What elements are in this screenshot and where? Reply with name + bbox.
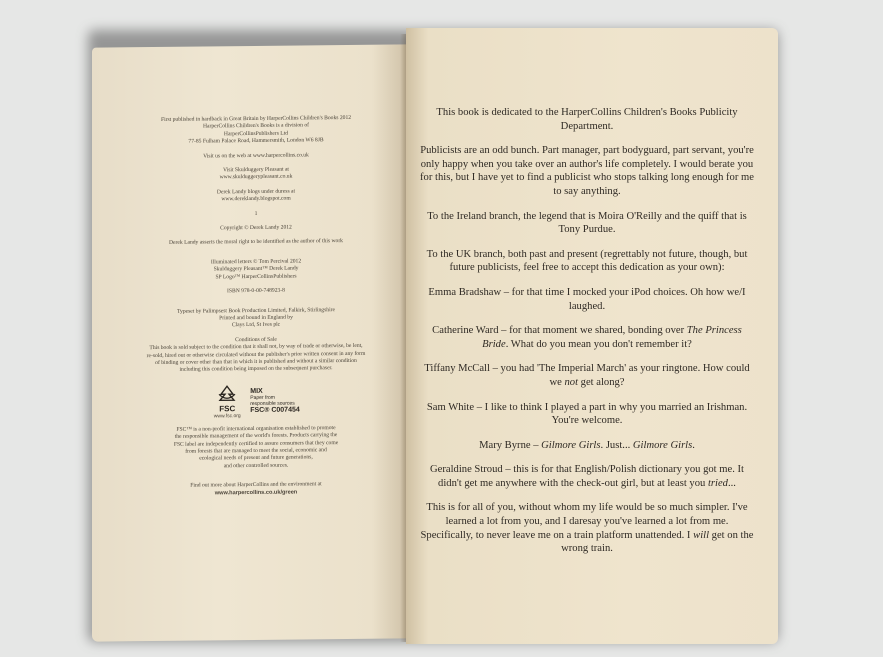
copyright-line: Derek Landy blogs under duress at (216, 188, 296, 196)
copyright-line: www.skulduggerypleasant.co.uk (219, 174, 293, 181)
copyright-line: Clays Ltd, St Ives plc (231, 322, 281, 329)
copyright-line: Printed and bound in England by (219, 314, 293, 322)
copyright-line: Illuminated letters © Tom Percival 2012 (210, 258, 302, 266)
fsc-tree-icon (217, 384, 237, 404)
fsc-note-line: FSC™ is a non-profit international organisation established to promote (176, 424, 336, 433)
dedication-paragraph: Catherine Ward – for that moment we shared, bonding over The Princess Bride. What do you mean you don't remember it? (432, 325, 742, 350)
fsc-abbr: FSC (219, 403, 236, 414)
copyright-line: Visit Skulduggery Pleasant at (222, 166, 289, 174)
copyright-line: Copyright © Derek Landy 2012 (220, 224, 292, 232)
copyright-line: 1 (254, 210, 258, 217)
dedication-paragraph: Mary Byrne – Gilmore Girls. Just... Gilmore Girls. (479, 439, 695, 451)
copyright-line: Visit us on the web at www.harpercollins.co.uk (203, 152, 309, 160)
copyright-line: including this condition being imposed on the subsequent purchaser. (179, 365, 333, 374)
dedication-paragraph: This is for all of you, without whom my life would be so much simpler. I've learned a lot from you, and I daresay you've learned a lot from me. Specifically, to never leave me on a train platform unattended. I will get on the wrong train. (420, 502, 754, 555)
fsc-code: FSC® C007454 (250, 406, 300, 415)
dedication-paragraph: This book is dedicated to the HarperCollins Children's Books Publicity Department. (436, 107, 738, 132)
fsc-note-line: ecological needs of present and future generations, (199, 454, 313, 462)
dedication-paragraph: To the Ireland branch, the legend that is Moira O'Reilly and the quiff that is Tony Purdue. (427, 210, 747, 236)
dedication-paragraph: Sam White – I like to think I played a part in why you married an Irishman. You're welcome. (426, 401, 748, 427)
dedication-paragraph: Emma Bradshaw – for that time I mocked your iPod choices. Oh how we/I laughed. (428, 286, 746, 312)
dedication-paragraph: Geraldine Stroud – this is for that English/Polish dictionary you got me. It didn't get me anywhere with the check-out girl, but at least you tried... (430, 464, 744, 489)
copyright-line: SP Logo™ HarperCollinsPublishers (215, 273, 297, 281)
dedication-page (406, 28, 778, 644)
fsc-logo (212, 384, 242, 419)
copyright-line: re-sold, hired out or otherwise circulated without the publisher's prior written consent in any form (146, 350, 366, 359)
copyright-line: 77-85 Fulham Palace Road, Hammersmith, London W6 8JB (188, 137, 324, 145)
fsc-block (128, 382, 384, 420)
conditions-heading: Conditions of Sale (235, 336, 277, 343)
copyright-line: This book is sold subject to the condition that it shall not, by way of trade or otherwise, be lent, (149, 342, 363, 352)
copyright-line: Derek Landy asserts the moral right to be identified as the author of this work (169, 238, 343, 247)
fsc-note-line: from forests that are managed to meet the social, economic and (185, 447, 327, 455)
fsc-note-line: FSC label are independently certified to assure consumers that they come (173, 439, 339, 448)
isbn-line: ISBN 978-0-00-748923-8 (227, 287, 285, 295)
fsc-note-line: the responsible management of the world's forests. Products carrying the (174, 432, 338, 440)
green-line: Find out more about HarperCollins and the environment at (190, 481, 322, 489)
copyright-line: HarperCollins Children's Books is a division of (202, 122, 310, 130)
fsc-mix: MIX (250, 388, 263, 396)
copyright-page (92, 44, 410, 641)
fsc-website: www.fsc.org (213, 412, 241, 420)
dedication-paragraph: Tiffany McCall – you had 'The Imperial March' as your ringtone. How could we not get along? (424, 363, 750, 388)
copyright-line: Typeset by Palimpsest Book Production Limited, Falkirk, Stirlingshire (177, 306, 335, 315)
copyright-line: Skulduggery Pleasant™ Derek Landy (213, 265, 299, 273)
copyright-line: HarperCollinsPublishers Ltd (223, 130, 289, 138)
green-url: www.harpercollins.co.uk/green (214, 489, 298, 496)
dedication-paragraph: Publicists are an odd bunch. Part manager, part bodyguard, part servant, you're only happy when you take over an author's life completely. I would berate you for this, but I have yet to find a publicist who stops talking long enough for me to say anything. (420, 145, 754, 197)
fsc-paper-line: responsible sources (250, 400, 295, 408)
fsc-note-line: and other controlled sources. (223, 462, 289, 470)
copyright-line: www.dereklandy.blogspot.com (221, 195, 291, 203)
copyright-line: of binding or cover other than that in which it is published and without a similar condition (155, 357, 357, 366)
fsc-paper-line: Paper from (250, 394, 275, 402)
copyright-line: First published in hardback in Great Britain by HarperCollins Children's Books 2012 (160, 114, 352, 123)
dedication-paragraph: To the UK branch, both past and present (regrettably not future, though, but future publicists, feel free to accept this dedication as your own): (426, 248, 748, 274)
